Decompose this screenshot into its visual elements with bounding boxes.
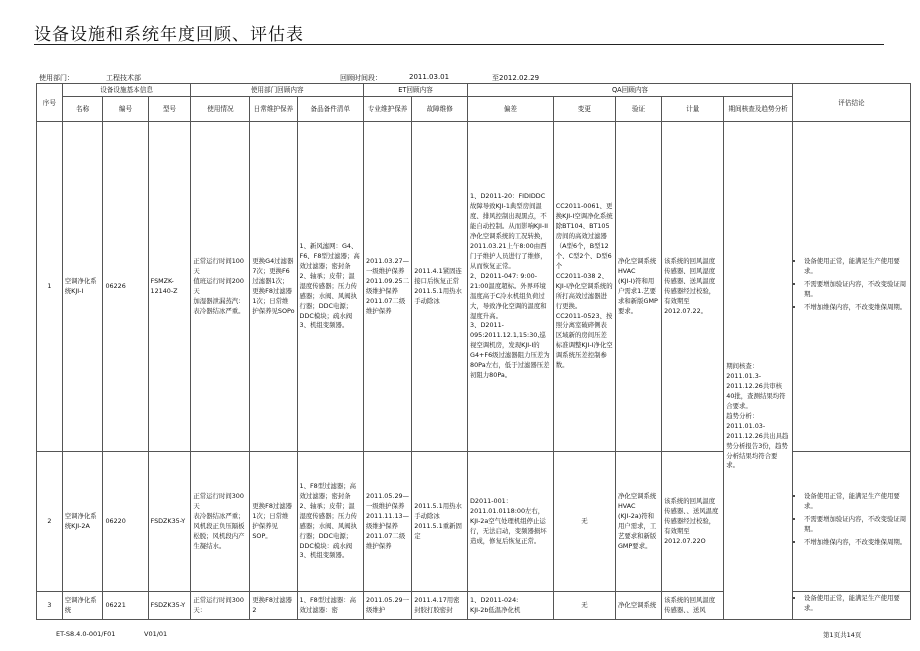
header-code: 编号	[103, 97, 148, 122]
row-metrology: 该系统的回风温度传感器、、送风	[662, 592, 724, 620]
row-daily-maint: 更换G4过滤器7次；更换F6过滤器1次；更换F8过滤器1次；日常维护保养见SOPo	[250, 122, 297, 452]
period-label: 回顾时间段：	[340, 74, 382, 82]
row-conclusion	[792, 592, 910, 620]
row-deviation: 1、D2011-024: KJI-2b低温净化机	[468, 592, 554, 620]
row-usage: 正常运行时间300天：	[191, 592, 250, 620]
header-conclusion: 评估结论	[792, 84, 910, 122]
header-validation: 验证	[615, 97, 661, 122]
header-fault-repair: 故障维修	[412, 97, 468, 122]
conclusion-item: • 不需要增加验证内容，不改变验证周期。	[804, 280, 908, 300]
conclusion-item: • 设备使用正常，能满足生产使用要求。	[804, 492, 908, 512]
row-metrology: 该系统的回风温度传感器、、送风温度传感器经过校验，有效期至2012.07.22O	[662, 452, 724, 592]
row-fault-repair: 2011.4.1紧固连接口后恢复正常 2011.5.1用热水手动除冰	[412, 122, 468, 452]
row-deviation: D2011-001： 2011.01.0118:00左右，KJI-2a空气处理机组停止运行，无法启动，变频器损坏造成，修复后恢复正常。	[468, 452, 554, 592]
header-group-qa: QA回顾内容	[468, 84, 793, 97]
row-change: CC2011-0061、更换KJI-I空调净化系统除BT104、BT105房间的高效过滤器（A型6个，B型12个、C型2个、D型6个 CC2011-038 2、KJI-I净化空调系统的所打高效过滤器进行更换。 CC2011-0523、按照分离室破碎侧表区域新的房间压差标准调整KJI-I净化空调系统压差控制参数。	[553, 122, 615, 452]
row-change: 无	[553, 592, 615, 620]
row-usage: 正常运行时间300天 表冷器结冰严重；风机段正负压隔板松脱；风机段内产生凝结水。	[191, 452, 250, 592]
document-title: 设备设施和系统年度回顾、评估表	[34, 25, 304, 45]
row-name: 空调净化系统KJI-2A	[62, 452, 103, 592]
header-group-et: ET回顾内容	[364, 84, 468, 97]
dept-value: 工程技术部	[106, 74, 141, 82]
header-model: 型号	[148, 97, 191, 122]
row-seq: 3	[37, 592, 63, 620]
row-usage: 正常运行时间100天 值班运行时间200天 加湿器泄漏蒸汽：表冷器结冰严重。	[191, 122, 250, 452]
row-metrology: 该系统的回风温度传感器、回风湿度传感器、送风温度传感器经过校验，有效期至2012.07.22。	[662, 122, 724, 452]
row-pro-maint: 2011.05.29一级维护	[364, 592, 412, 620]
header-deviation: 偏差	[468, 97, 554, 122]
row-spare-parts: 1、F8型过滤器：高效过滤器：密	[297, 592, 363, 620]
row-code: 06226	[103, 122, 148, 452]
row-validation: 净化空调系统HVAC (KJI-I)符和用户需求1.艺要求和新版GMP要求。	[615, 122, 661, 452]
conclusion-item: • 不增加维保内容，不改变维保周期。	[804, 538, 908, 548]
header-name: 名称	[62, 97, 103, 122]
row-conclusion	[792, 452, 910, 592]
row-spare-parts: 1、F8型过滤器；高效过滤器；密封条 2、轴承；皮带；温湿度传感器；压力传感器；水阀、风阀执行器；DDC电源；DDC模块：疏水阀 3、机组变频器。	[297, 452, 363, 592]
header-spare-parts: 备品备件清单	[297, 97, 363, 122]
row-code: 06221	[103, 592, 148, 620]
period-start: 2011.03.01	[409, 73, 450, 81]
header-periodic-review: 期间核查及趋势分析	[724, 97, 793, 122]
row-deviation: 1、D2011-20：FIDIDDC故障导致KJI-1典型房间温度、排风控制出现黑点，不能自动控制。从而影响KJI-II净化空调系统的工况转换，2011.03.21上午8:00由西门子维护人员进行了维修，从而恢复正常。 2、D2011-047: 9:00-21:00温度超标。外界环境温度高于C冷水机组负荷过大，导致净化空调的温度和湿度升高。 3、D2011-095:2011.12.1,15:30,巡视空调机房，发现KJI-I的G4+F6级过滤器阻力压差为80Pa左右，低于过滤器压差初阻力80Pa。	[468, 122, 554, 452]
row-change: 无	[553, 452, 615, 592]
row-pro-maint: 2011.05.29—一级维护保养 2011.11.13—级维护保养 2011.07二级维护保养	[364, 452, 412, 592]
footer-page-number: 第1页共14页	[823, 631, 862, 639]
header-pro-maint: 专业维护保养	[364, 97, 412, 122]
row-daily-maint: 更换F8过滤器1次；日常维护保养见SOP。	[250, 452, 297, 592]
conclusion-item: • 设备使用正常，能满足生产使用要求。	[804, 594, 908, 614]
row-spare-parts: 1、新风滤网：G4、F6、F8型过滤器；高效过滤器；密封条 2、轴承；皮带；温湿度传感器；压力传感器；水阀、风阀执行器；DDC电源；DDC模块；疏水阀 3、机组变频器。	[297, 122, 363, 452]
row-daily-maint: 更换F8过滤器2	[250, 592, 297, 620]
row-model: FSDZK35-Y	[148, 452, 191, 592]
row-seq: 2	[37, 452, 63, 592]
footer-version: V01/01	[144, 630, 168, 638]
dept-label: 使用部门：	[39, 74, 74, 82]
row-fault-repair: 2011.4.17用密封胶打胶密封	[412, 592, 468, 620]
footer-form-code: ET-S8.4.0-001/F01	[56, 630, 116, 638]
row-model: FSMZK-12140-Z	[148, 122, 191, 452]
row-seq: 1	[37, 122, 63, 452]
conclusion-item: • 设备使用正常，能满足生产使用要求。	[804, 257, 908, 277]
table-row	[37, 122, 911, 452]
row-fault-repair: 2011.5.1用热水手动除冰 2011.5.1重新固定	[412, 452, 468, 592]
header-change: 变更	[553, 97, 615, 122]
header-metrology: 计量	[662, 97, 724, 122]
row-code: 06220	[103, 452, 148, 592]
title-underline	[34, 44, 884, 45]
row-validation: 净化空调系统	[615, 592, 661, 620]
period-end: 至2012.02.29	[492, 74, 540, 82]
header-group-basic: 设备设施基本信息	[62, 84, 191, 97]
header-seq: 序号	[37, 84, 63, 122]
row-name: 空调净化系统	[62, 592, 103, 620]
header-daily-maint: 日常维护保养	[250, 97, 297, 122]
row-name: 空调净化系统KJI-I	[62, 122, 103, 452]
row-pro-maint: 2011.03.27—一级维护保养 2011.09.25二级维护保养 2011.07二级维护保养	[364, 122, 412, 452]
header-group-dept: 使用部门回顾内容	[191, 84, 364, 97]
row-conclusion	[792, 122, 910, 452]
review-table	[36, 83, 911, 620]
conclusion-item: • 不增加维保内容，不改变维保周期。	[804, 303, 908, 313]
conclusion-item: • 不需要增加验证内容，不改变验证周期。	[804, 515, 908, 535]
row-model: FSDZK35-Y	[148, 592, 191, 620]
row-periodic-review: 期间核查：2011.01.3-2011.12.26共审核40批，查测结果均符合要求。 趋势分析：2011.01.03-2011.12.26共出具趋势分析报告3份，趋势分析结果均符合要求。	[724, 122, 793, 620]
row-validation: 净化空调系统HVAC (KJI-2a)符和用户需求，工艺要求和新版GMP要求。	[615, 452, 661, 592]
header-usage: 使用情况	[191, 97, 250, 122]
